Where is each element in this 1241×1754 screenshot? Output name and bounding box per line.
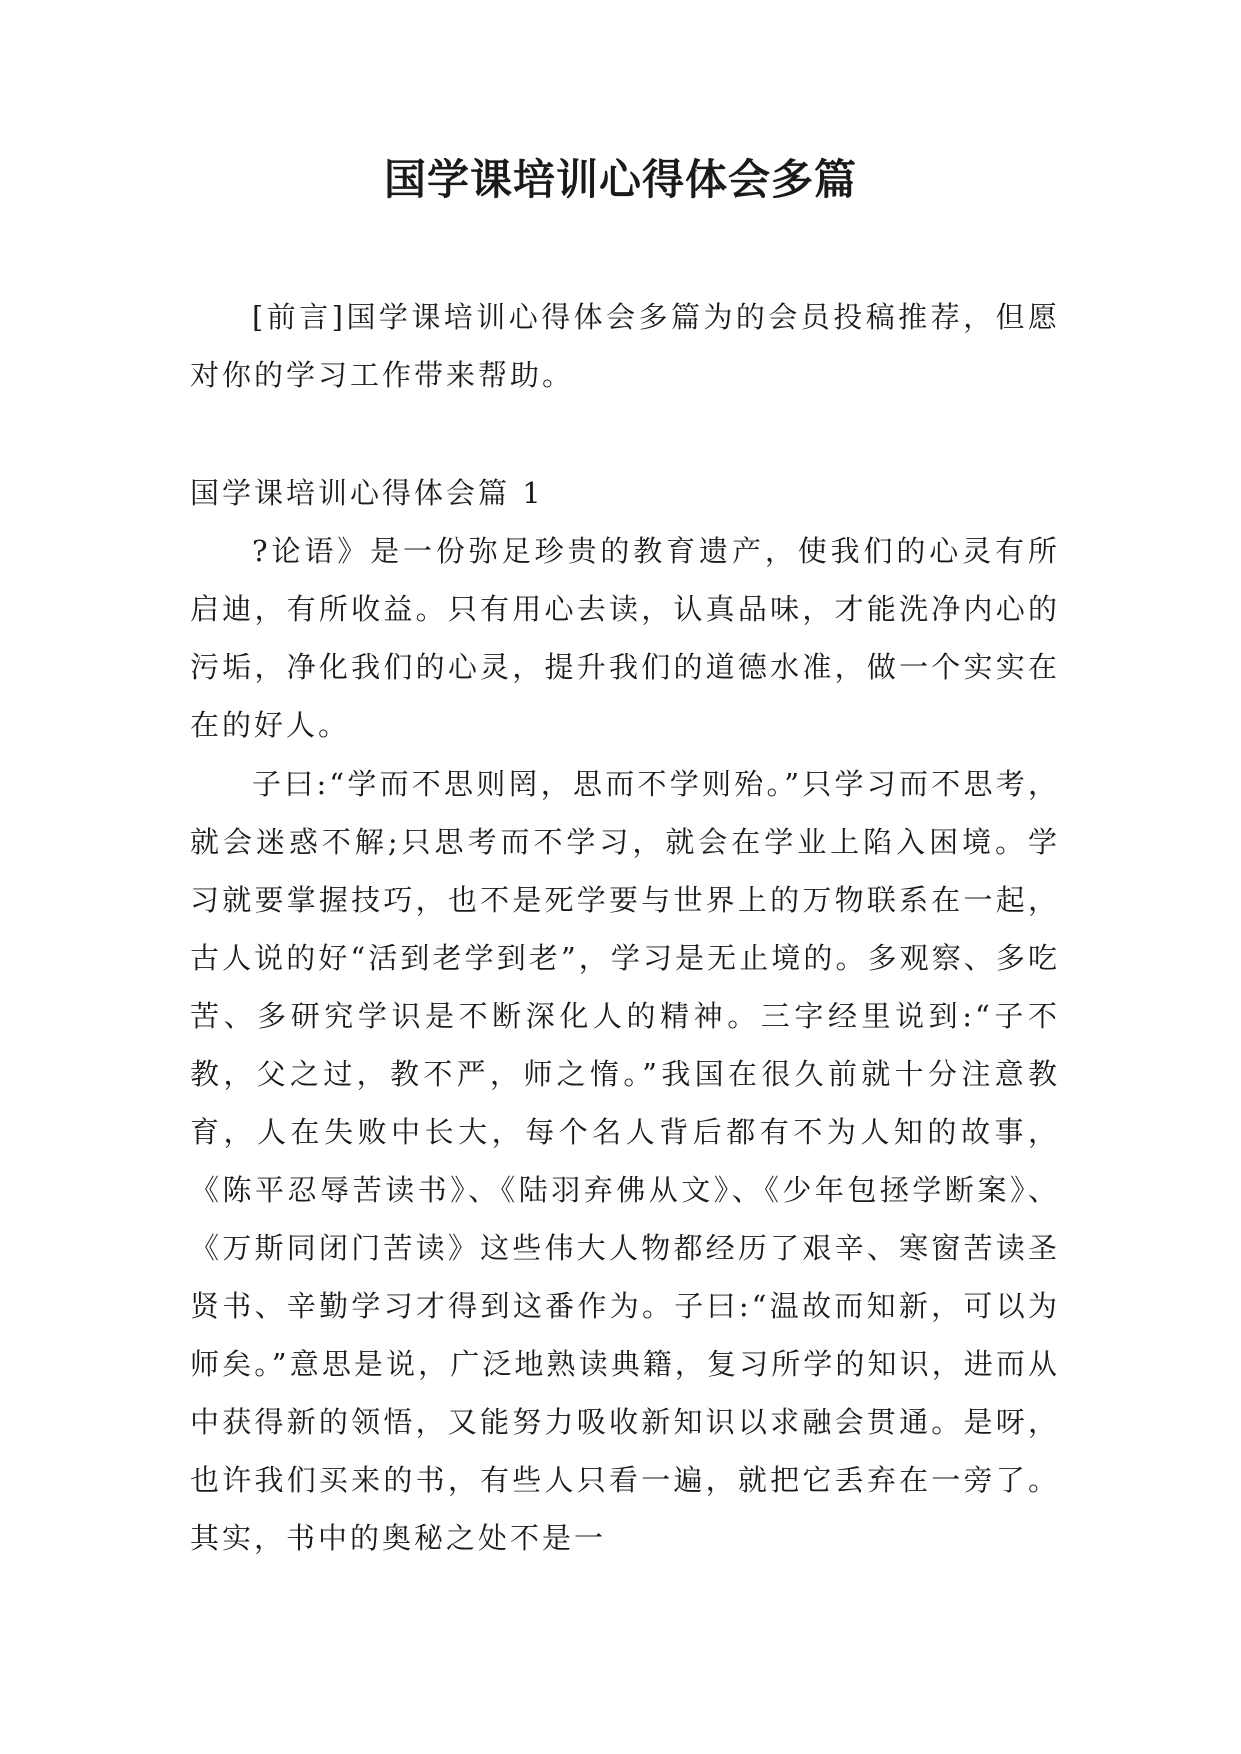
preface-paragraph: [前言]国学课培训心得体会多篇为的会员投稿推荐，但愿对你的学习工作带来帮助。 [190, 300, 1060, 392]
body-paragraph-1: ?论语》是一份弥足珍贵的教育遗产，使我们的心灵有所启迪，有所收益。只有用心去读，认真品味，才能洗净内心的污垢，净化我们的心灵，提升我们的道德水准，做一个实实在在的好人。 [190, 534, 1060, 742]
section-heading: 国学课培训心得体会篇 1 [190, 476, 544, 510]
body-paragraph-2: 子曰:“学而不思则罔，思而不学则殆。”只学习而不思考，就会迷惑不解;只思考而不学习，就会在学业上陷入困境。学习就要掌握技巧，也不是死学要与世界上的万物联系在一起，古人说的好“活到老学到老”，学习是无止境的。多观察、多吃苦、多研究学识是不断深化人的精神。三字经里说到:“子不教，父之过，教不严，师之惰。”我国在很久前就十分注意教育，人在失败中长大，每个名人背后都有不为人知的故事，《陈平忍辱苦读书》、《陆羽弃佛从文》、《少年包拯学断案》、《万斯同闭门苦读》这些伟大人物都经历了艰辛、寒窗苦读圣贤书、辛勤学习才得到这番作为。子曰:“温故而知新，可以为师矣。”意思是说，广泛地熟读典籍，复习所学的知识，进而从中获得新的领悟，又能努力吸收新知识以求融会贯通。是呀，也许我们买来的书，有些人只看一遍，就把它丢弃在一旁了。其实，书中的奥秘之处不是一 [190, 767, 1060, 1555]
document-title: 国学课培训心得体会多篇 [383, 155, 857, 204]
